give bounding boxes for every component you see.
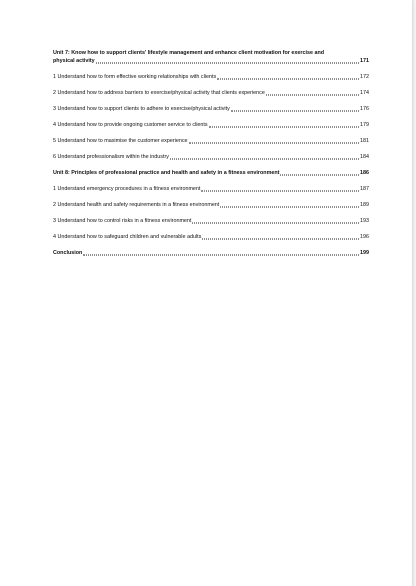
toc-page-number: 189 — [360, 202, 369, 208]
dot-leader — [83, 255, 359, 256]
toc-entry-title: 6 Understand professionalism within the industry — [53, 154, 169, 160]
toc-entry-title-continued: physical activity — [53, 58, 95, 64]
toc-entry-title: Unit 8: Principles of professional practice and health and safety in a fitness environment — [53, 170, 280, 176]
dot-leader — [231, 111, 359, 112]
toc-entry-unit-7-1[interactable] — [53, 73, 369, 81]
toc-page-number: 179 — [360, 122, 369, 128]
dot-leader — [96, 63, 359, 64]
toc-entry-unit-8-3[interactable] — [53, 217, 369, 225]
dot-leader — [170, 159, 359, 160]
toc-page-number: 193 — [360, 218, 369, 224]
toc-entry-conclusion[interactable] — [53, 249, 369, 257]
toc-entry-title: 3 Understand how to control risks in a fitness environment — [53, 218, 192, 224]
dot-leader — [192, 223, 359, 224]
toc-entry-title: 1 Understand emergency procedures in a fitness environment — [53, 186, 201, 192]
toc-page-number: 187 — [360, 186, 369, 192]
dot-leader — [189, 143, 359, 144]
dot-leader — [280, 175, 359, 176]
dot-leader — [217, 79, 359, 80]
toc-page-number: 199 — [360, 250, 369, 256]
dot-leader — [220, 207, 359, 208]
toc-entry-title: Unit 7: Know how to support clients’ lifestyle management and enhance client motivation for exercise and — [53, 50, 325, 56]
toc-page-number: 174 — [360, 90, 369, 96]
table-of-contents — [53, 49, 369, 265]
toc-entry-title: 2 Understand health and safety requirements in a fitness environment — [53, 202, 220, 208]
toc-entry-unit-7-4[interactable] — [53, 121, 369, 129]
toc-entry-title: 4 Understand how to provide ongoing customer service to clients — [53, 122, 208, 128]
dot-leader — [202, 239, 359, 240]
toc-entry-unit-7[interactable] — [53, 49, 369, 65]
toc-entry-unit-8[interactable] — [53, 169, 369, 177]
toc-entry-unit-8-1[interactable] — [53, 185, 369, 193]
toc-page-number: 176 — [360, 106, 369, 112]
toc-entry-title: 1 Understand how to form effective working relationships with clients — [53, 74, 217, 80]
toc-entry-unit-7-3[interactable] — [53, 105, 369, 113]
toc-page-number: 186 — [360, 170, 369, 176]
toc-page-number: 181 — [360, 138, 369, 144]
toc-entry-title: 3 Understand how to support clients to adhere to exercise/physical activity — [53, 106, 230, 112]
dot-leader — [266, 95, 359, 96]
toc-entry-title: 4 Understand how to safeguard children and vulnerable adults — [53, 234, 202, 240]
toc-entry-unit-8-4[interactable] — [53, 233, 369, 241]
toc-entry-title: Conclusion — [53, 250, 83, 256]
dot-leader — [209, 127, 359, 128]
toc-entry-unit-7-6[interactable] — [53, 153, 369, 161]
toc-entry-title: 2 Understand how to address barriers to exercise/physical activity that clients experience — [53, 90, 265, 96]
toc-entry-unit-8-2[interactable] — [53, 201, 369, 209]
toc-page-number: 196 — [360, 234, 369, 240]
toc-entry-unit-7-5[interactable] — [53, 137, 369, 145]
toc-page-number: 171 — [360, 58, 369, 64]
toc-entry-unit-7-2[interactable] — [53, 89, 369, 97]
toc-page-number: 172 — [360, 74, 369, 80]
toc-page-number: 184 — [360, 154, 369, 160]
toc-entry-title: 5 Understand how to maximise the customer experience — [53, 138, 188, 144]
dot-leader — [201, 191, 359, 192]
